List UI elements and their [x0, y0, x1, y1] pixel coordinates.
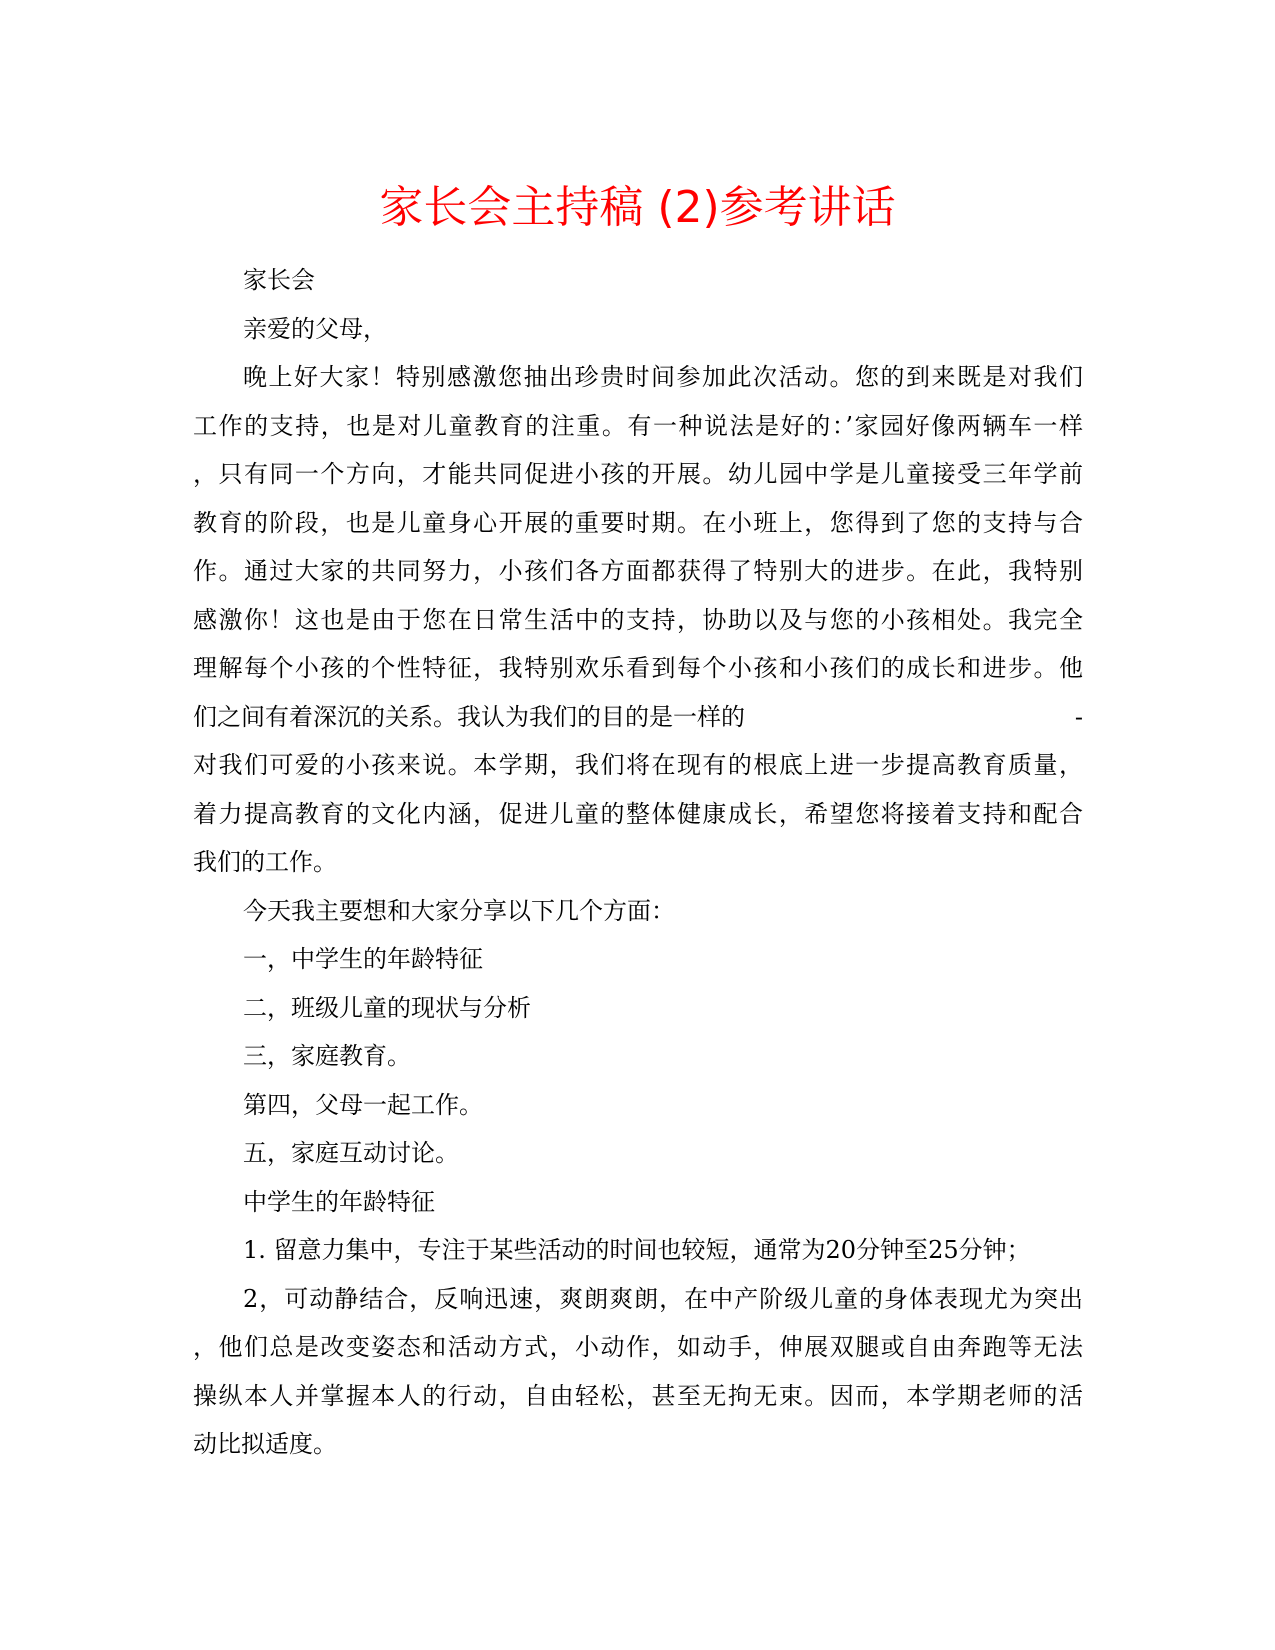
list-item: 五，家庭互动讨论。: [243, 1139, 459, 1167]
document-body: [193, 256, 1083, 1469]
paragraph-line: 作。通过大家的共同努力，小孩们各方面都获得了特别大的进步。在此，我特别: [193, 557, 1083, 585]
list-item: 一，中学生的年龄特征: [243, 945, 483, 973]
paragraph-line: 理解每个小孩的个性特征，我特别欢乐看到每个小孩和小孩们的成长和进步。他: [193, 654, 1083, 682]
document-title: 家长会主持稿 (2)参考讲话: [379, 182, 896, 233]
paragraph-line: 教育的阶段，也是儿童身心开展的重要时期。在小班上，您得到了您的支持与合: [193, 508, 1083, 537]
paragraph-line: 我们的工作。: [193, 848, 337, 876]
paragraph-line: ，只有同一个方向，才能共同促进小孩的开展。幼儿园中学是儿童接受三年学前: [193, 460, 1083, 488]
line-end-dash: -: [1074, 702, 1083, 731]
paragraph-line: 对我们可爱的小孩来说。本学期，我们将在现有的根底上进一步提高教育质量，: [193, 751, 1083, 779]
paragraph-line: ，他们总是改变姿态和活动方式，小动作，如动手，伸展双腿或自由奔跑等无法: [193, 1333, 1083, 1361]
paragraph-line: 工作的支持，也是对儿童教育的注重。有一种说法是好的：’家园好像两辆车一样: [193, 411, 1083, 440]
paragraph-line: 操纵本人并掌握本人的行动，自由轻松，甚至无拘无束。因而，本学期老师的活: [193, 1381, 1083, 1410]
paragraph-line: 晚上好大家！特别感激您抽出珍贵时间参加此次活动。您的到来既是对我们: [243, 363, 1083, 391]
paragraph-line: 今天我主要想和大家分享以下几个方面：: [243, 896, 675, 925]
list-item: 二，班级儿童的现状与分析: [243, 993, 531, 1022]
paragraph-line: 动比拟适度。: [193, 1430, 337, 1458]
paragraph-line: 感激你！这也是由于您在日常生活中的支持，协助以及与您的小孩相处。我完全: [193, 605, 1083, 634]
paragraph-line-text: 们之间有着深沉的关系。我认为我们的目的是一样的: [193, 702, 745, 731]
paragraph-line: 2，可动静结合，反响迅速，爽朗爽朗，在中产阶级儿童的身体表现尤为突出: [243, 1284, 1083, 1313]
paragraph-line: 家长会: [243, 266, 315, 294]
paragraph-line: 亲爱的父母，: [243, 314, 387, 343]
paragraph-line-with-dash: [193, 693, 1083, 742]
paragraph-line: 1. 留意力集中，专注于某些活动的时间也较短，通常为20分钟至25分钟；: [243, 1236, 1031, 1264]
section-heading: 中学生的年龄特征: [243, 1187, 435, 1216]
list-item: 三，家庭教育。: [243, 1042, 411, 1070]
list-item: 第四，父母一起工作。: [243, 1090, 483, 1119]
paragraph-line: 着力提高教育的文化内涵，促进儿童的整体健康成长，希望您将接着支持和配合: [193, 799, 1083, 828]
